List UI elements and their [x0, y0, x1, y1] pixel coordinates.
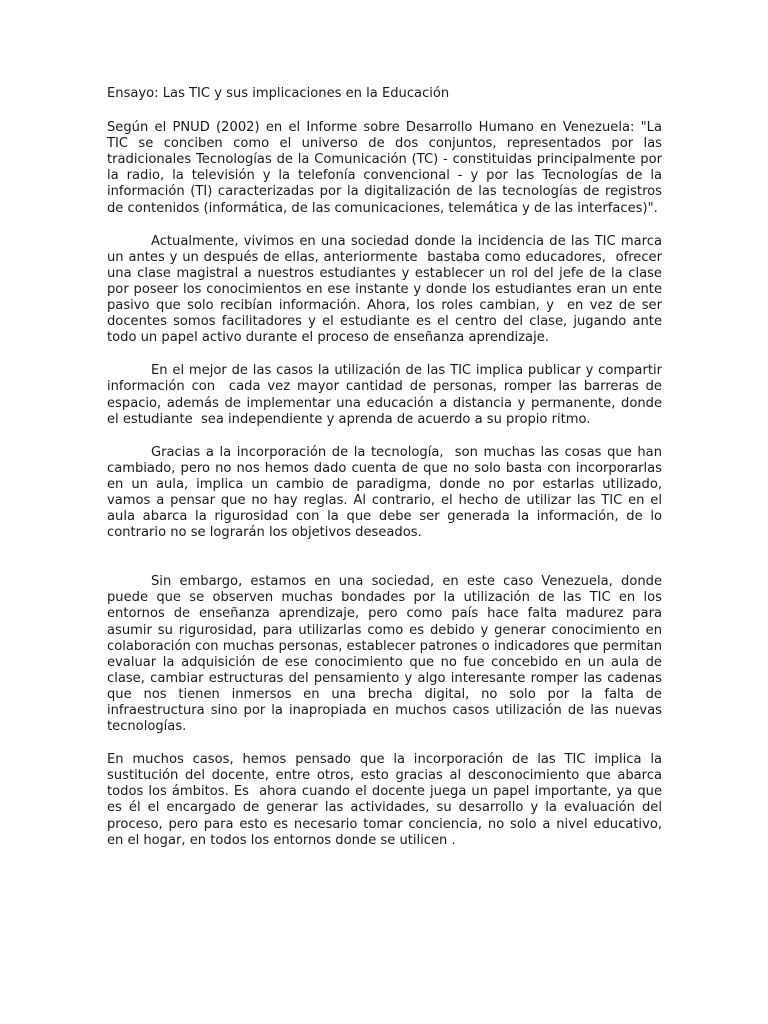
- document-title: Ensayo: Las TIC y sus implicaciones en la Educación: [107, 86, 450, 101]
- paragraph-3: En el mejor de las casos la utilización de las TIC implica publicar y compartir información con cada vez mayor cantidad de personas, romper las barreras de espacio, además de implementar una educación a distancia y permanente, donde el estudiante sea independiente y aprenda de acuerdo a su propio ritmo.: [107, 363, 671, 427]
- document-page: [107, 86, 671, 866]
- paragraph-5: Sin embargo, estamos en una sociedad, en este caso Venezuela, donde puede que se observen muchas bondades por la utilización de las TIC en los entornos de enseñanza aprendizaje, pero como país hace falta madurez para asumir su rigurosidad, para utilizarlas como es debido y generar conocimiento en colaboración con muchas personas, establecer patrones o indicadores que permitan evaluar la adquisición de ese conocimiento que no fue concebido en un aula de clase, cambiar estructuras del pensamiento y algo interesante romper las cadenas que nos tienen inmersos en una brecha digital, no solo por la falta de infraestructura sino por la inapropiada en muchos casos utilización de las nuevas tecnologías.: [107, 574, 667, 735]
- paragraph-1: Según el PNUD (2002) en el Informe sobre Desarrollo Humano en Venezuela: "La TIC se conciben como el universo de dos conjuntos, representados por las tradicionales Tecnologías de la Comunicación (TC) - constituidas principalmente por la radio, la televisión y la telefonía convencional - y por las Tecnologías de la información (TI) caracterizadas por la digitalización de las tecnologías de registros de contenidos (informática, de las comunicaciones, telemática y de las interfaces)".: [107, 120, 667, 216]
- paragraph-2: Actualmente, vivimos en una sociedad donde la incidencia de las TIC marca un antes y un después de ellas, anteriormente bastaba como educadores, ofrecer una clase magistral a nuestros estudiantes y establecer un rol del jefe de la clase por poseer los conocimientos en ese instante y donde los estudiantes eran un ente pasivo que solo recibían información. Ahora, los roles cambian, y en vez de ser docentes somos facilitadores y el estudiante es el centro del clase, jugando ante todo un papel activo durante el proceso de enseñanza aprendizaje.: [107, 233, 667, 346]
- paragraph-4: Gracias a la incorporación de la tecnología, son muchas las cosas que han cambiado, pero no nos hemos dado cuenta de que no solo basta con incorporarlas en un aula, implica un cambio de paradigma, donde no por estarlas utilizado, vamos a pensar que no hay reglas. Al contrario, el hecho de utilizar las TIC en el aula abarca la rigurosidad con la que debe ser generada la información, de lo contrario no se lograrán los objetivos deseados.: [107, 444, 667, 541]
- paragraph-6: En muchos casos, hemos pensado que la incorporación de las TIC implica la sustitución del docente, entre otros, esto gracias al desconocimiento que abarca todos los ámbitos. Es ahora cuando el docente juega un papel importante, ya que es él el encargado de generar las actividades, su desarrollo y la evaluación del proceso, pero para esto es necesario tomar conciencia, no solo a nivel educativo, en el hogar, en todos los entornos donde se utilicen .: [107, 752, 667, 848]
